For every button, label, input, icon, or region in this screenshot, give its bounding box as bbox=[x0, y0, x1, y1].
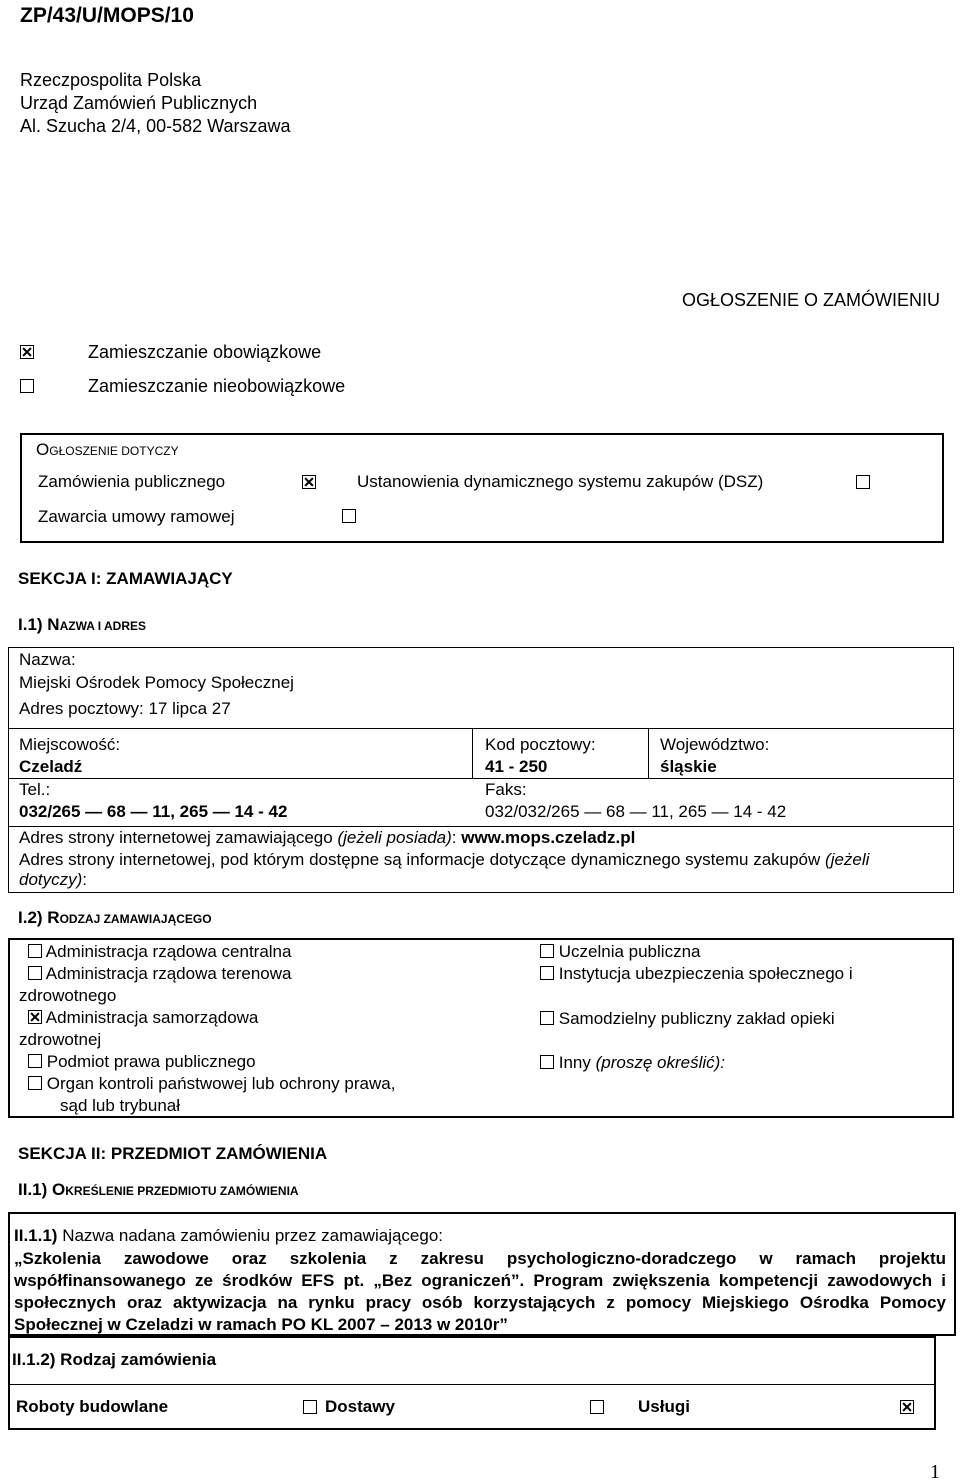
fax-label: Faks: bbox=[485, 780, 527, 799]
voivodeship-label: Województwo: bbox=[660, 735, 770, 754]
voivodeship-value: śląskie bbox=[660, 757, 717, 776]
checkbox-empty-icon[interactable] bbox=[856, 475, 870, 489]
type-university[interactable]: Uczelnia publiczna bbox=[540, 942, 700, 962]
issuer-line-2: Urząd Zamówień Publicznych bbox=[20, 93, 258, 113]
kind-works-checkbox[interactable] bbox=[303, 1398, 317, 1418]
checkbox-empty-icon[interactable] bbox=[20, 379, 34, 393]
placement-mandatory-label: Zamieszczanie obowiązkowe bbox=[88, 342, 322, 362]
tel-value: 032/265 — 68 — 11, 265 — 14 - 42 bbox=[19, 802, 288, 821]
checkbox-checked-icon[interactable] bbox=[302, 475, 316, 489]
section-2-1-heading: II.1) OKREŚLENIE PRZEDMIOTU ZAMÓWIENIA bbox=[18, 1180, 299, 1199]
type-control-organ-cont: sąd lub trybunał bbox=[60, 1096, 181, 1115]
type-control-organ[interactable]: Organ kontroli państwowej lub ochrony prawa, bbox=[28, 1074, 395, 1094]
tel-label: Tel.: bbox=[19, 780, 51, 799]
checkbox-checked-icon[interactable] bbox=[900, 1400, 914, 1414]
kind-services-checkbox[interactable] bbox=[900, 1398, 914, 1418]
checkbox-checked-icon[interactable] bbox=[28, 1010, 42, 1024]
checkbox-empty-icon[interactable] bbox=[28, 966, 42, 980]
checkbox-empty-icon[interactable] bbox=[28, 944, 42, 958]
issuer-line-1: Rzeczpospolita Polska bbox=[20, 70, 202, 90]
concerns-dsz-checkbox[interactable] bbox=[856, 473, 870, 493]
checkbox-empty-icon[interactable] bbox=[540, 944, 554, 958]
type-other[interactable]: Inny (proszę określić): bbox=[540, 1053, 725, 1073]
type-wrap-text-2: zdrowotnej bbox=[19, 1030, 102, 1049]
name-label: Nazwa: bbox=[19, 650, 76, 669]
concerns-heading: OGŁOSZENIE DOTYCZY bbox=[36, 440, 179, 459]
checkbox-empty-icon[interactable] bbox=[28, 1054, 42, 1068]
type-public-law[interactable]: Podmiot prawa publicznego bbox=[28, 1052, 256, 1072]
kind-services-label: Usługi bbox=[638, 1397, 690, 1416]
name-value: Miejski Ośrodek Pomocy Społecznej bbox=[19, 673, 294, 692]
fax-value: 032/032/265 — 68 — 11, 265 — 14 - 42 bbox=[485, 802, 787, 821]
concerns-public-order-label: Zamówienia publicznego bbox=[38, 472, 226, 491]
concerns-dsz-label: Ustanowienia dynamicznego systemu zakupów (DSZ) bbox=[357, 472, 764, 491]
city-value: Czeladź bbox=[19, 757, 83, 776]
issuer-line-3: Al. Szucha 2/4, 00-582 Warszawa bbox=[20, 116, 291, 136]
address-line: Adres pocztowy: 17 lipca 27 bbox=[19, 699, 231, 718]
kind-supplies-label: Dostawy bbox=[325, 1397, 395, 1416]
concerns-framework-label: Zawarcia umowy ramowej bbox=[38, 507, 235, 526]
type-social-insurance[interactable]: Instytucja ubezpieczenia społecznego i bbox=[540, 964, 853, 984]
city-label: Miejscowość: bbox=[19, 735, 121, 754]
notice-title: OGŁOSZENIE O ZAMÓWIENIU bbox=[681, 290, 940, 310]
section-1-title: SEKCJA I: ZAMAWIAJĄCY bbox=[18, 569, 233, 588]
website-link[interactable]: www.mops.czeladz.pl bbox=[461, 828, 636, 847]
postal-label: Kod pocztowy: bbox=[485, 735, 596, 754]
checkbox-empty-icon[interactable] bbox=[342, 509, 356, 523]
type-self-gov[interactable]: Administracja samorządowa bbox=[28, 1008, 258, 1028]
checkbox-empty-icon[interactable] bbox=[303, 1400, 317, 1414]
type-gov-local[interactable]: Administracja rządowa terenowa bbox=[28, 964, 291, 984]
checkbox-empty-icon[interactable] bbox=[540, 966, 554, 980]
type-wrap-text-1: zdrowotnego bbox=[19, 986, 117, 1005]
section-1-1-heading: I.1) NAZWA I ADRES bbox=[18, 615, 147, 634]
section-2-title: SEKCJA II: PRZEDMIOT ZAMÓWIENIA bbox=[18, 1144, 328, 1163]
order-kind-title: II.1.2) Rodzaj zamówienia bbox=[12, 1350, 217, 1369]
order-name-value: „Szkolenia zawodowe oraz szkolenia z zakresu psychologiczno-doradczego w ramach projektu współfinansowanego ze środków EFS pt. „Bez ograniczeń”. Program zwiększenia kompetencji zawodowych i społecznych oraz aktywizacja na rynku pracy osób korzystających z pomocy Miejskiego Ośrodka Pomocy Społecznej w Czeladzi w ramach PO KL 2007 – 2013 w 2010r” bbox=[14, 1249, 946, 1334]
checkbox-empty-icon[interactable] bbox=[540, 1055, 554, 1069]
checkbox-empty-icon[interactable] bbox=[590, 1400, 604, 1414]
checkbox-checked-icon[interactable] bbox=[20, 345, 34, 359]
placement-mandatory[interactable] bbox=[20, 343, 34, 363]
concerns-framework-checkbox[interactable] bbox=[342, 507, 356, 527]
document-id: ZP/43/U/MOPS/10 bbox=[20, 4, 194, 27]
placement-optional[interactable] bbox=[20, 377, 34, 397]
page-number: 1 bbox=[930, 1461, 940, 1483]
type-health-unit[interactable]: Samodzielny publiczny zakład opieki bbox=[540, 1009, 835, 1029]
kind-supplies-checkbox[interactable] bbox=[590, 1398, 604, 1418]
order-name-label: II.1.1) Nazwa nadana zamówieniu przez zamawiającego: bbox=[14, 1226, 444, 1245]
kind-works-label: Roboty budowlane bbox=[16, 1397, 169, 1416]
placement-optional-label: Zamieszczanie nieobowiązkowe bbox=[88, 376, 346, 396]
concerns-public-order-checkbox[interactable] bbox=[302, 473, 316, 493]
website-line: Adres strony internetowej zamawiającego (jeżeli posiada): www.mops.czeladz.pl bbox=[19, 828, 636, 847]
checkbox-empty-icon[interactable] bbox=[540, 1011, 554, 1025]
checkbox-empty-icon[interactable] bbox=[28, 1076, 42, 1090]
section-1-2-heading: I.2) RODZAJ ZAMAWIAJĄCEGO bbox=[18, 908, 212, 927]
dsz-website-line: Adres strony internetowej, pod którym dostępne są informacje dotyczące dynamicznego systemu zakupów (jeżeli dotyczy): bbox=[19, 850, 870, 890]
postal-value: 41 - 250 bbox=[485, 757, 548, 776]
type-gov-central[interactable]: Administracja rządowa centralna bbox=[28, 942, 291, 962]
